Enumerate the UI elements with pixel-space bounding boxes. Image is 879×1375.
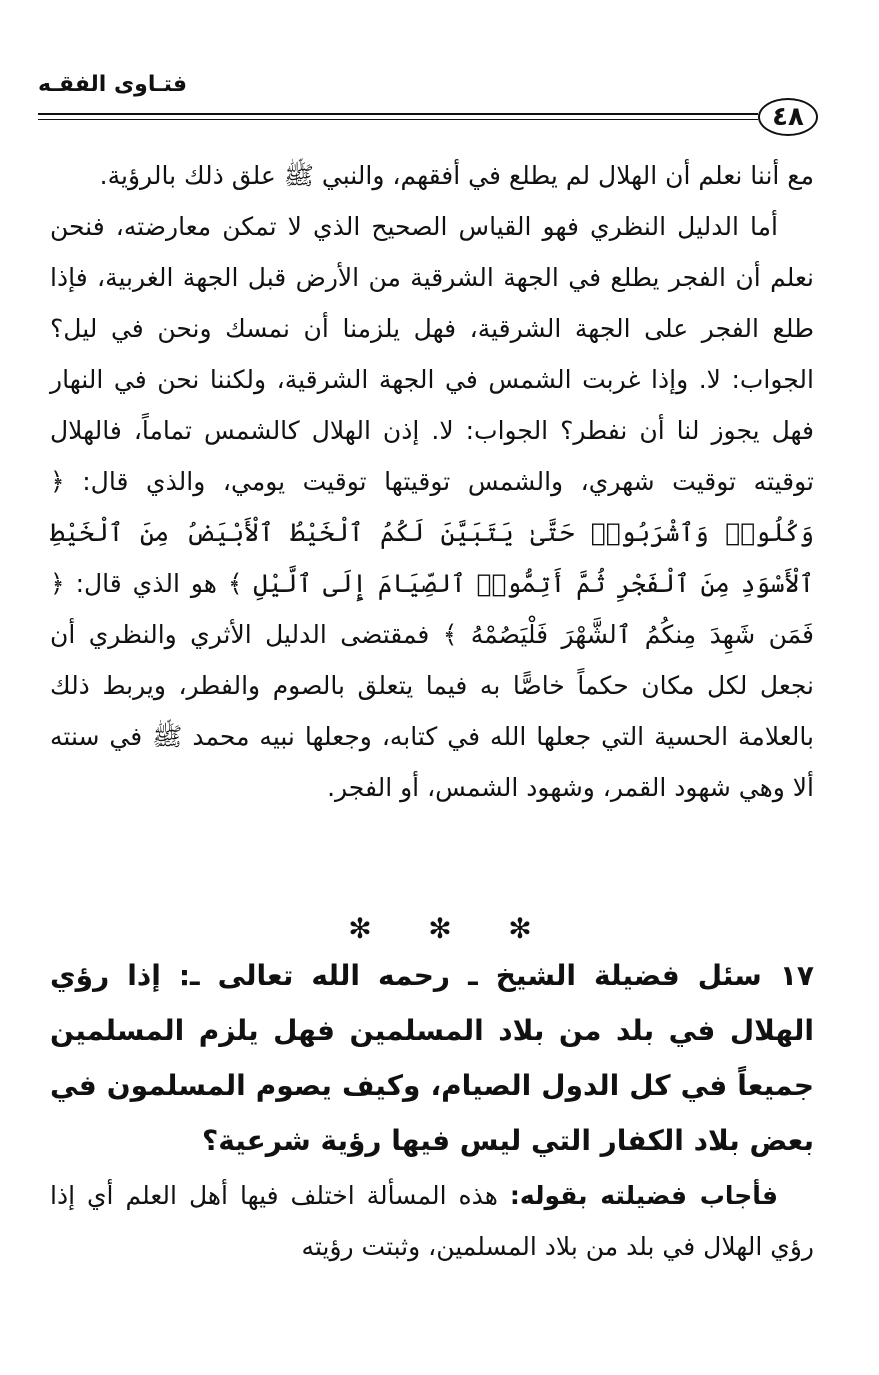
answer-text: هذه المسألة اختلف فيها أهل العلم أي إذا رؤي الهلال في بلد من بلاد المسلمين، وثبتت رؤيته xyxy=(50,1181,814,1261)
question-17: ١٧ سئل فضيلة الشيخ ـ رحمه الله تعالى ـ: إذا رؤي الهلال في بلد من بلاد المسلمين فهل يلزم المسلمين جميعاً في كل الدول الصيام، وكيف يصوم المسلمون في بعض بلاد الكفار التي ليس فيها رؤية شرعية؟ xyxy=(50,959,814,1157)
header-rule xyxy=(38,113,758,115)
quran-verse-1: ﴿ وَكُلُوا۟ وَٱشْرَبُوا۟ حَتَّىٰ يَتَبَيَّنَ لَكُمُ ٱلْخَيْطُ ٱلْأَبْيَضُ مِنَ ٱلْخَيْطِ ٱلْأَسْوَدِ مِنَ ٱلْفَجْرِ ثُمَّ أَتِمُّوا۟ ٱلصِّيَامَ إِلَى ٱلَّيْلِ ﴾ xyxy=(50,467,814,598)
paragraph-2 xyxy=(50,201,814,813)
paragraph-1: مع أننا نعلم أن الهلال لم يطلع في أفقهم، والنبي ﷺ علق ذلك بالرؤية. xyxy=(99,161,814,190)
answer xyxy=(50,1170,814,1272)
paragraph-2-text-a: أما الدليل النظري فهو القياس الصحيح الذي لا تمكن معارضته، فنحن نعلم أن الفجر يطلع في الجهة الشرقية من الأرض قبل الجهة الغربية، فإذا طلع الفجر على الجهة الشرقية، فهل يلزمنا أن نمسك ونحن في ليل؟ الجواب: لا. وإذا غربت الشمس في الجهة الشرقية، ولكننا نحن في النهار فهل يجوز لنا أن نفطر؟ الجواب: لا. إذن الهلال كالشمس تماماً، فالهلال توقيته توقيت شهري، والشمس توقيتها توقيت يومي، والذي قال: xyxy=(50,212,814,496)
body-text xyxy=(50,150,814,813)
separator-star: ✻ xyxy=(508,912,532,945)
header-rule-thin xyxy=(38,119,758,120)
separator-star: ✻ xyxy=(348,912,372,945)
quran-verse-2: ﴿ فَمَن شَهِدَ مِنكُمُ ٱلشَّهْرَ فَلْيَصُمْهُ ﴾ xyxy=(50,569,814,649)
running-title: فتـاوى الفقـه xyxy=(38,72,187,97)
paragraph-2-text-b: هو الذي قال: xyxy=(75,569,217,598)
separator-star: ✻ xyxy=(428,912,452,945)
page-number: ٤٨ xyxy=(758,98,818,136)
answer-lead: فأجاب فضيلته بقوله: xyxy=(509,1181,778,1210)
section-separator xyxy=(340,912,540,945)
answer-paragraph xyxy=(50,1170,814,1272)
paragraph-2-text-c: فمقتضى الدليل الأثري والنظري أن نجعل لكل مكان حكماً خاصًّا به فيما يتعلق بالصوم والفطر، ويربط ذلك بالعلامة الحسية التي جعلها الله في كتابه، وجعلها نبيه محمد ﷺ في سنته ألا وهي شهود القمر، وشهود الشمس، أو الفجر. xyxy=(50,620,814,802)
